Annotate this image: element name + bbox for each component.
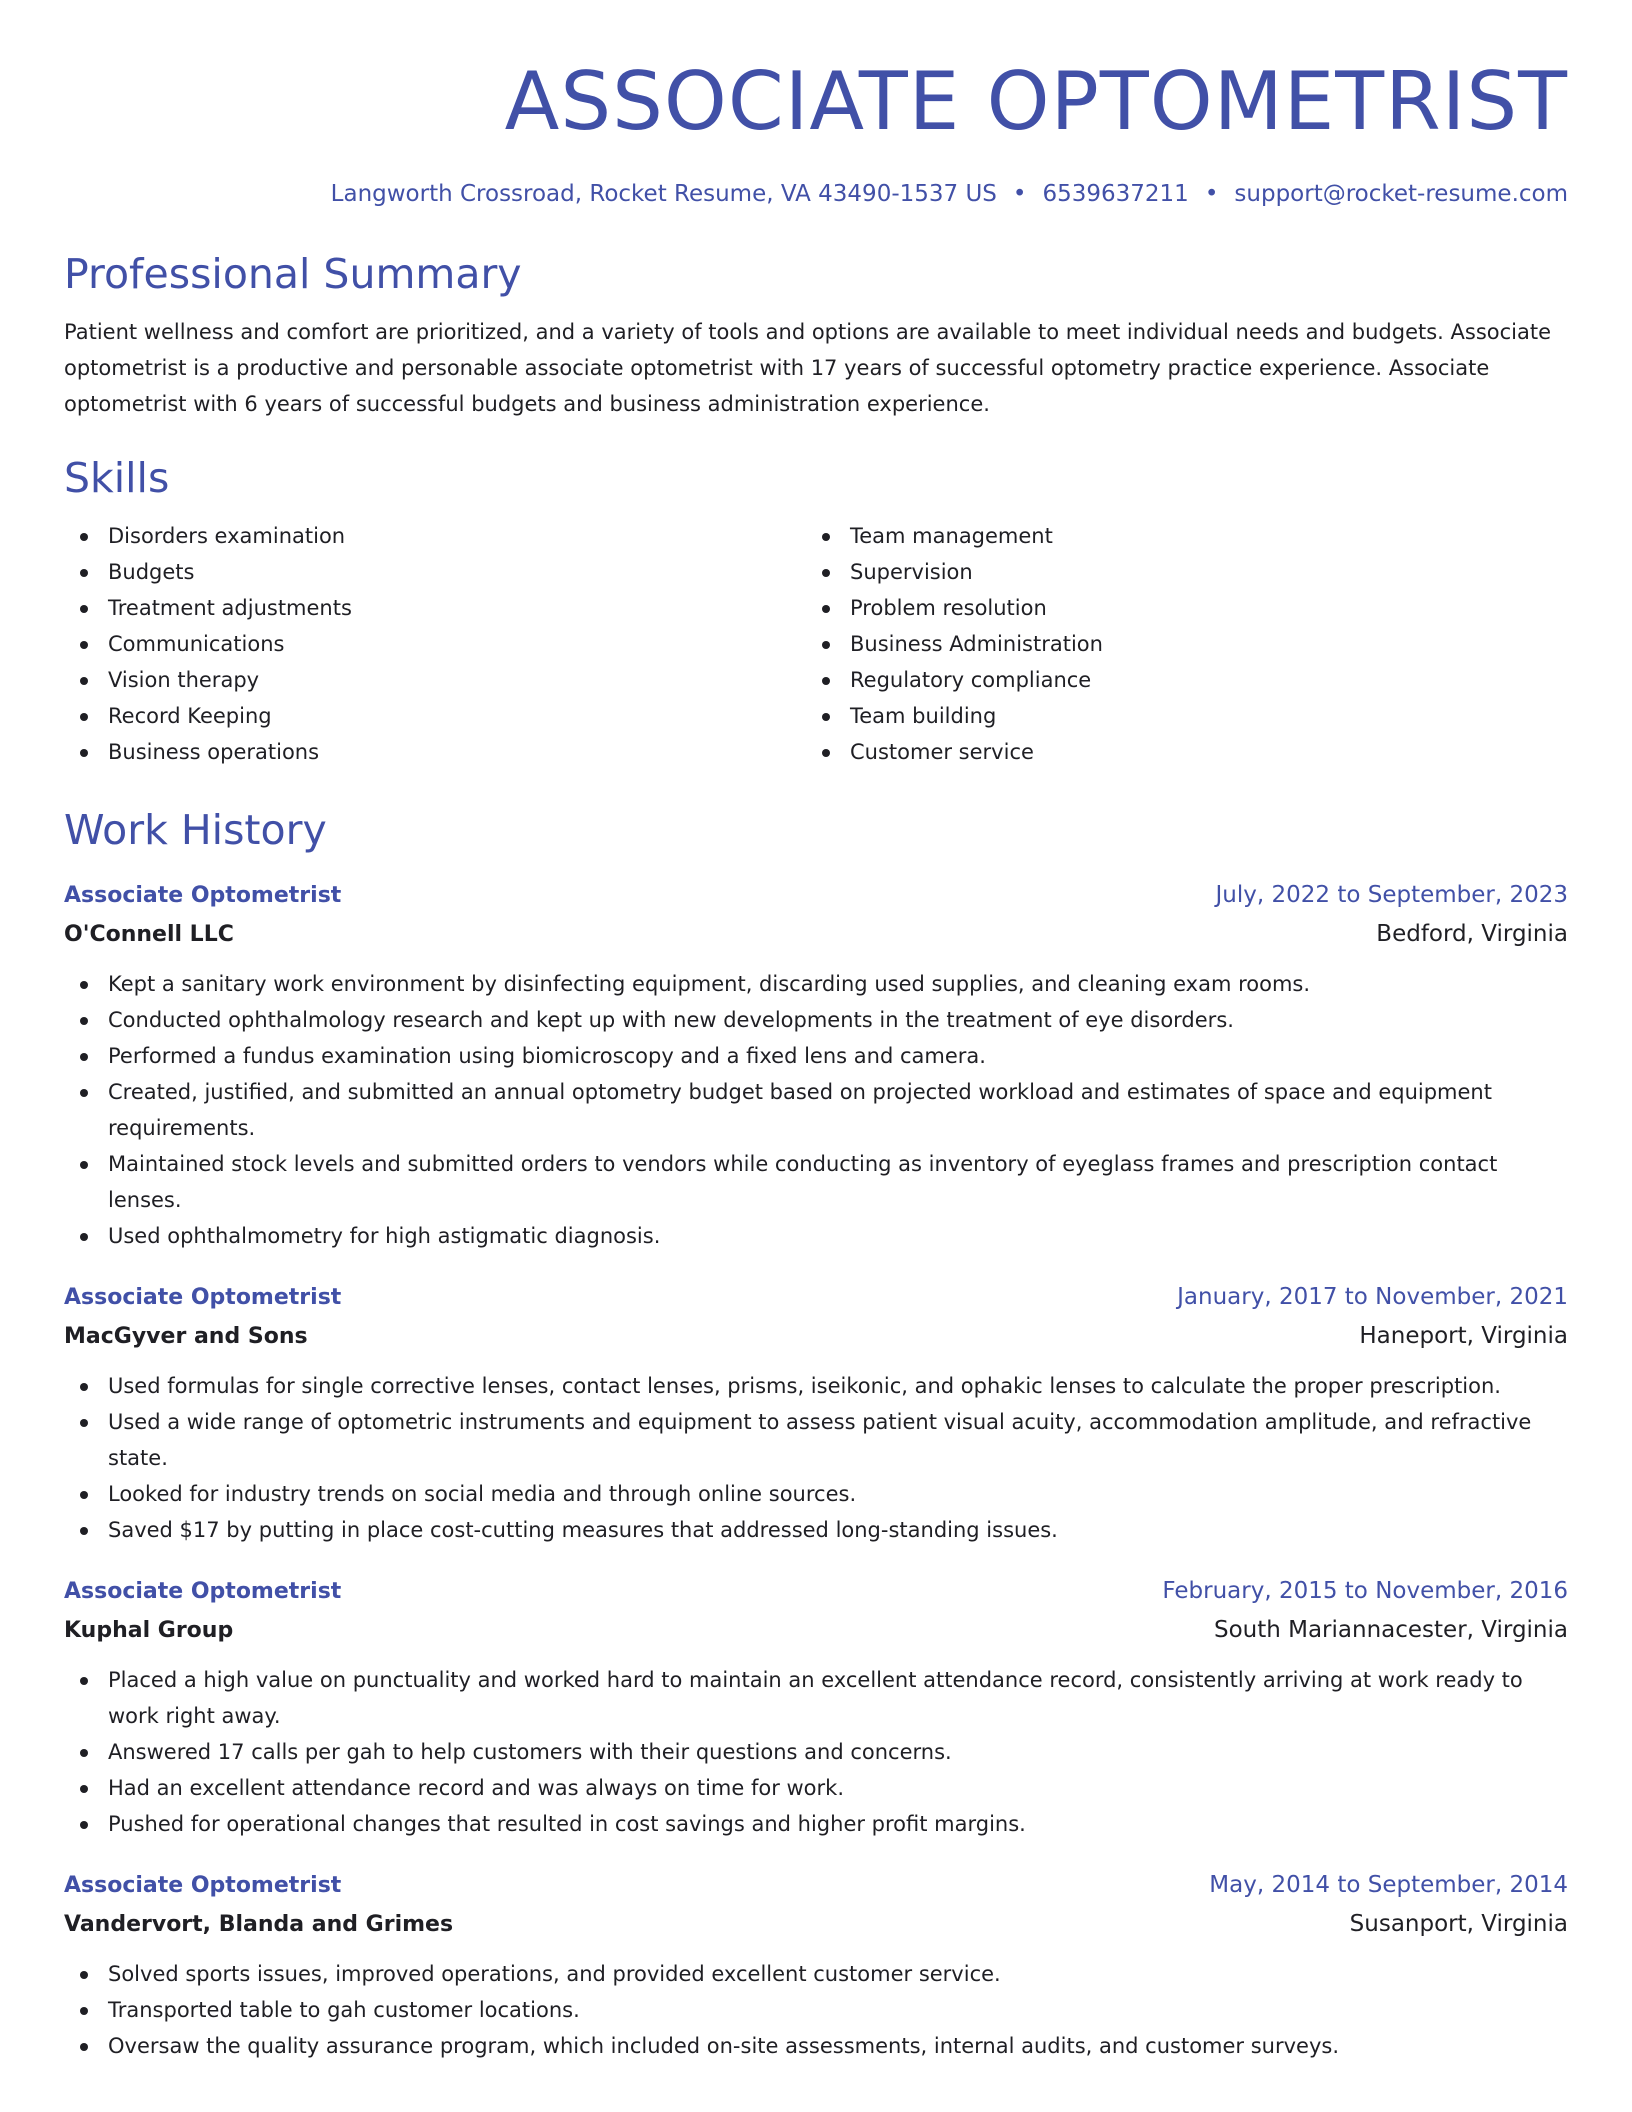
job-bullet: Used ophthalmometry for high astigmatic diagnosis. <box>64 1218 1568 1254</box>
job-bullet: Kept a sanitary work environment by disinfecting equipment, discarding used supplies, and cleaning exam rooms. <box>64 966 1568 1002</box>
job-location: Susanport, Virginia <box>1349 1911 1568 1937</box>
job-company-row <box>64 915 1568 954</box>
job-bullets <box>64 1956 1568 2064</box>
job-title: Associate Optometrist <box>64 1873 342 1898</box>
job-bullet: Created, justified, and submitted an annual optometry budget based on projected workload and estimates of space and equipment requirements. <box>64 1074 1568 1146</box>
skills-heading: Skills <box>64 454 170 502</box>
skills-column-right <box>806 518 1548 770</box>
contact-line <box>64 178 1568 210</box>
resume-page <box>64 0 1568 2112</box>
skill-item: Problem resolution <box>806 590 1548 626</box>
job-dates: May, 2014 to September, 2014 <box>1209 1872 1568 1898</box>
work-history-heading: Work History <box>64 806 327 854</box>
job-bullet: Had an excellent attendance record and was always on time for work. <box>64 1770 1568 1806</box>
job-location: Bedford, Virginia <box>1376 921 1568 947</box>
job-title: Associate Optometrist <box>64 1285 342 1310</box>
job-bullet: Looked for industry trends on social media and through online sources. <box>64 1476 1568 1512</box>
skill-item: Supervision <box>806 554 1548 590</box>
job-bullet: Transported table to gah customer locations. <box>64 1992 1568 2028</box>
job-header-row <box>64 1278 1568 1317</box>
skill-item: Team building <box>806 698 1548 734</box>
skill-item: Record Keeping <box>64 698 806 734</box>
contact-phone: 6539637211 <box>1042 181 1189 207</box>
job-entry <box>64 1866 1568 2064</box>
skill-item: Team management <box>806 518 1548 554</box>
job-bullet: Placed a high value on punctuality and worked hard to maintain an excellent attendance record, consistently arriving at work ready to work right away. <box>64 1662 1568 1734</box>
job-company-row <box>64 1905 1568 1944</box>
skill-item: Customer service <box>806 734 1548 770</box>
skill-item: Disorders examination <box>64 518 806 554</box>
job-bullet: Saved $17 by putting in place cost-cutting measures that addressed long-standing issues. <box>64 1512 1568 1548</box>
job-bullet: Maintained stock levels and submitted orders to vendors while conducting as inventory of eyeglass frames and prescription contact lenses. <box>64 1146 1568 1218</box>
job-header-row <box>64 1866 1568 1905</box>
job-bullet: Answered 17 calls per gah to help customers with their questions and concerns. <box>64 1734 1568 1770</box>
job-entry <box>64 1278 1568 1548</box>
job-dates: February, 2015 to November, 2016 <box>1162 1578 1568 1604</box>
skill-item: Budgets <box>64 554 806 590</box>
job-company-row <box>64 1611 1568 1650</box>
job-bullet: Used formulas for single corrective lenses, contact lenses, prisms, iseikonic, and ophakic lenses to calculate the proper prescription. <box>64 1368 1568 1404</box>
job-company: Kuphal Group <box>64 1618 234 1643</box>
resume-name: ASSOCIATE OPTOMETRIST <box>504 55 1568 148</box>
job-company: Vandervort, Blanda and Grimes <box>64 1912 454 1937</box>
job-entry <box>64 876 1568 1254</box>
job-header-row <box>64 876 1568 915</box>
job-dates: July, 2022 to September, 2023 <box>1215 882 1568 908</box>
contact-email: support@rocket-resume.com <box>1234 181 1568 207</box>
skill-item: Business operations <box>64 734 806 770</box>
job-location: South Mariannacester, Virginia <box>1213 1617 1568 1643</box>
job-bullet: Conducted ophthalmology research and kept up with new developments in the treatment of eye disorders. <box>64 1002 1568 1038</box>
contact-address: Langworth Crossroad, Rocket Resume, VA 43490-1537 US <box>330 181 997 207</box>
contact-separator: • <box>1012 181 1027 207</box>
job-bullet: Solved sports issues, improved operations, and provided excellent customer service. <box>64 1956 1568 1992</box>
job-company: MacGyver and Sons <box>64 1324 308 1349</box>
skill-item: Vision therapy <box>64 662 806 698</box>
job-bullet: Used a wide range of optometric instruments and equipment to assess patient visual acuity, accommodation amplitude, and refractive state. <box>64 1404 1568 1476</box>
skill-item: Communications <box>64 626 806 662</box>
job-company: O'Connell LLC <box>64 922 234 947</box>
job-bullet: Pushed for operational changes that resulted in cost savings and higher profit margins. <box>64 1806 1568 1842</box>
skill-item: Regulatory compliance <box>806 662 1548 698</box>
job-bullets <box>64 966 1568 1254</box>
skill-item: Business Administration <box>806 626 1548 662</box>
summary-text: Patient wellness and comfort are prioritized, and a variety of tools and options are available to meet individual needs and budgets. Associate optometrist is a productive and personable associate optometrist with 17 years of successful optometry practice experience. Associate optometrist with 6 years of successful budgets and business administration experience. <box>64 320 1552 416</box>
job-bullet: Oversaw the quality assurance program, which included on-site assessments, internal audits, and customer surveys. <box>64 2028 1568 2064</box>
skill-item: Treatment adjustments <box>64 590 806 626</box>
job-bullets <box>64 1368 1568 1548</box>
job-company-row <box>64 1317 1568 1356</box>
job-title: Associate Optometrist <box>64 883 342 908</box>
skills-column-left <box>64 518 806 770</box>
skills-list <box>64 518 1568 770</box>
job-bullets <box>64 1662 1568 1842</box>
contact-separator: • <box>1204 181 1219 207</box>
job-title: Associate Optometrist <box>64 1579 342 1604</box>
job-dates: January, 2017 to November, 2021 <box>1177 1284 1568 1310</box>
job-bullet: Performed a fundus examination using biomicroscopy and a fixed lens and camera. <box>64 1038 1568 1074</box>
summary-heading: Professional Summary <box>64 250 522 298</box>
job-header-row <box>64 1572 1568 1611</box>
job-entry <box>64 1572 1568 1842</box>
job-location: Haneport, Virginia <box>1359 1323 1568 1349</box>
